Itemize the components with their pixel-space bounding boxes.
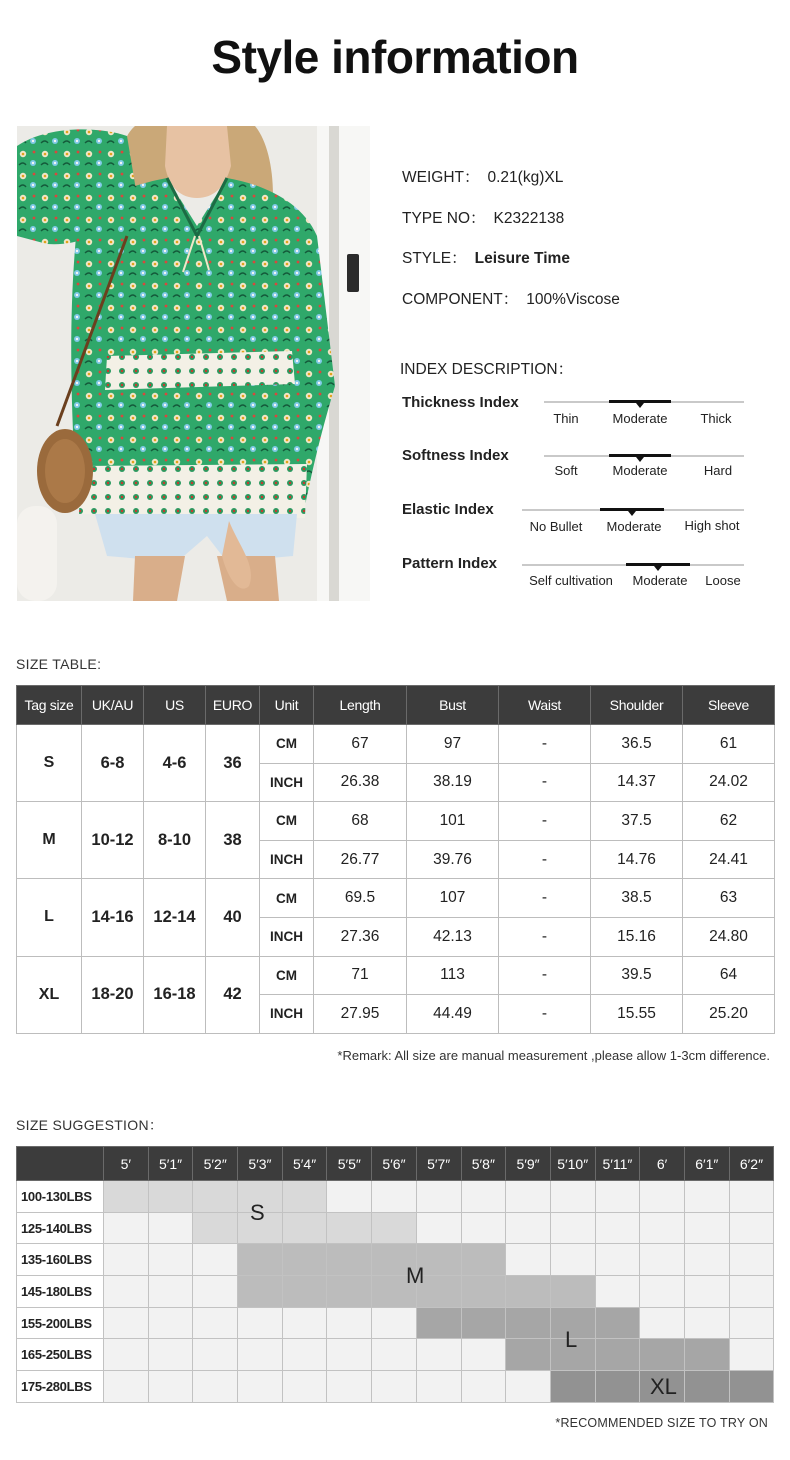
size-zone-l: L: [565, 1327, 578, 1352]
grid-cell: [416, 1212, 461, 1244]
grid-cell: [238, 1339, 283, 1371]
grid-cell: [282, 1371, 327, 1403]
sleeve-cell: 64: [683, 956, 775, 995]
weight-label: 135-160LBS: [17, 1244, 104, 1276]
elastic-option-high-shot: High shot: [684, 518, 740, 533]
grid-cell: [372, 1339, 417, 1371]
grid-cell: [327, 1339, 372, 1371]
grid-cell: [372, 1181, 417, 1213]
height-header: 5′1″: [148, 1147, 193, 1181]
grid-cell: [193, 1307, 238, 1339]
height-header-row: [17, 1147, 774, 1181]
tag-size-cell: M: [17, 802, 82, 879]
grid-cell: [238, 1307, 283, 1339]
height-header: 6′: [640, 1147, 685, 1181]
ukau-cell: 14-16: [82, 879, 144, 956]
grid-cell: [506, 1371, 551, 1403]
height-header: 6′2″: [729, 1147, 774, 1181]
height-header: 5′6″: [372, 1147, 417, 1181]
grid-cell: [595, 1371, 640, 1403]
grid-cell: [550, 1371, 595, 1403]
size-table-label: SIZE TABLE:: [16, 656, 102, 672]
grid-cell: [506, 1181, 551, 1213]
header-unit: Unit: [260, 686, 314, 725]
grid-cell: [506, 1244, 551, 1276]
grid-cell: [416, 1307, 461, 1339]
component-row: [402, 287, 620, 309]
grid-cell: [684, 1307, 729, 1339]
grid-cell: [461, 1212, 506, 1244]
grid-cell: [372, 1371, 417, 1403]
grid-cell: [461, 1339, 506, 1371]
weight-row: [402, 165, 563, 187]
weight-label: WEIGHT：: [402, 169, 480, 186]
grid-cell: [193, 1244, 238, 1276]
grid-cell: [327, 1371, 372, 1403]
grid-cell: [506, 1339, 551, 1371]
grid-cell: [640, 1339, 685, 1371]
weight-row: [17, 1244, 774, 1276]
weight-row: [17, 1307, 774, 1339]
pattern-option-moderate: Moderate: [632, 573, 688, 588]
waist-cell: -: [499, 995, 591, 1034]
ukau-cell: 6-8: [82, 725, 144, 802]
grid-cell: [148, 1244, 193, 1276]
euro-cell: 40: [206, 879, 260, 956]
grid-cell: [640, 1212, 685, 1244]
grid-cell: [282, 1276, 327, 1308]
recommend-note: *RECOMMENDED SIZE TO TRY ON: [555, 1416, 768, 1430]
waist-cell: -: [499, 840, 591, 879]
softness-index-label: Softness Index: [402, 447, 509, 464]
shoulder-cell: 36.5: [591, 725, 683, 764]
grid-cell: [506, 1276, 551, 1308]
grid-cell: [595, 1181, 640, 1213]
unit-cell: CM: [260, 802, 314, 841]
grid-cell: [148, 1339, 193, 1371]
size-table: [16, 685, 775, 1034]
euro-cell: 42: [206, 956, 260, 1033]
euro-cell: 36: [206, 725, 260, 802]
grid-cell: [372, 1307, 417, 1339]
header-tag-size: Tag size: [17, 686, 82, 725]
style-label: STYLE：: [402, 250, 467, 267]
grid-cell: [416, 1181, 461, 1213]
grid-cell: [372, 1212, 417, 1244]
size-zone-s: S: [250, 1200, 265, 1225]
waist-cell: -: [499, 763, 591, 802]
pattern-option-loose: Loose: [705, 573, 741, 588]
grid-cell: [550, 1212, 595, 1244]
grid-cell: [461, 1307, 506, 1339]
height-header: 6′1″: [684, 1147, 729, 1181]
sleeve-cell: 61: [683, 725, 775, 764]
unit-cell: CM: [260, 956, 314, 995]
grid-cell: [104, 1339, 149, 1371]
euro-cell: 38: [206, 802, 260, 879]
grid-cell: [238, 1244, 283, 1276]
thickness-option-thin: Thin: [553, 411, 579, 426]
grid-cell: [104, 1212, 149, 1244]
grid-cell: [729, 1276, 774, 1308]
waist-cell: -: [499, 879, 591, 918]
grid-cell: [148, 1212, 193, 1244]
component-value: 100%Viscose: [526, 291, 620, 308]
length-cell: 67: [314, 725, 407, 764]
type-value: K2322138: [493, 210, 565, 227]
length-cell: 27.95: [314, 995, 407, 1034]
height-header: 5′7″: [416, 1147, 461, 1181]
header-euro: EURO: [206, 686, 260, 725]
type-row: [402, 206, 564, 228]
grid-cell: [461, 1244, 506, 1276]
sleeve-cell: 24.80: [683, 917, 775, 956]
grid-cell: [550, 1244, 595, 1276]
shoulder-cell: 39.5: [591, 956, 683, 995]
height-header: 5′10″: [550, 1147, 595, 1181]
waist-cell: -: [499, 802, 591, 841]
table-row: [17, 956, 775, 995]
shoulder-cell: 38.5: [591, 879, 683, 918]
thickness-index-label: Thickness Index: [402, 394, 519, 411]
sleeve-cell: 24.02: [683, 763, 775, 802]
grid-cell: [193, 1212, 238, 1244]
elastic-option-no-bullet: No Bullet: [529, 519, 583, 534]
grid-cell: [684, 1181, 729, 1213]
tag-size-cell: XL: [17, 956, 82, 1033]
grid-cell: [282, 1339, 327, 1371]
sleeve-cell: 62: [683, 802, 775, 841]
pattern-index-pointer: [654, 566, 662, 571]
shoulder-cell: 14.37: [591, 763, 683, 802]
bust-cell: 39.76: [407, 840, 499, 879]
shoulder-cell: 15.16: [591, 917, 683, 956]
grid-cell: [729, 1339, 774, 1371]
index-description-title: INDEX DESCRIPTION：: [400, 361, 574, 378]
page-title: Style information: [211, 31, 579, 83]
grid-cell: [327, 1276, 372, 1308]
softness-option-soft: Soft: [554, 463, 578, 478]
type-label: TYPE NO：: [402, 210, 486, 227]
grid-cell: [595, 1339, 640, 1371]
grid-cell: [282, 1244, 327, 1276]
grid-cell: [550, 1181, 595, 1213]
table-row: [17, 725, 775, 764]
sleeve-cell: 24.41: [683, 840, 775, 879]
softness-option-moderate: Moderate: [612, 463, 668, 478]
style-row: [402, 246, 570, 268]
table-row: [17, 879, 775, 918]
grid-cell: [640, 1181, 685, 1213]
size-zone-m: M: [406, 1263, 425, 1288]
unit-cell: CM: [260, 879, 314, 918]
grid-cell: [282, 1212, 327, 1244]
bust-cell: 107: [407, 879, 499, 918]
weight-label: 125-140LBS: [17, 1212, 104, 1244]
grid-cell: [282, 1181, 327, 1213]
length-cell: 68: [314, 802, 407, 841]
grid-cell: [506, 1307, 551, 1339]
weight-row: [17, 1181, 774, 1213]
size-suggestion-label: SIZE SUGGESTION：: [16, 1117, 164, 1133]
ukau-cell: 18-20: [82, 956, 144, 1033]
waist-cell: -: [499, 725, 591, 764]
grid-cell: [684, 1276, 729, 1308]
size-table-remark: *Remark: All size are manual measurement ,please allow 1-3cm difference.: [337, 1048, 770, 1063]
header-sleeve: Sleeve: [683, 686, 775, 725]
height-header: 5′8″: [461, 1147, 506, 1181]
style-value: Leisure Time: [474, 250, 570, 267]
us-cell: 8-10: [144, 802, 206, 879]
elastic-index-label: Elastic Index: [402, 501, 494, 518]
height-header: 5′3″: [238, 1147, 283, 1181]
bust-cell: 97: [407, 725, 499, 764]
thickness-index-pointer: [636, 403, 644, 408]
grid-cell: [193, 1339, 238, 1371]
grid-cell: [148, 1371, 193, 1403]
header-us: US: [144, 686, 206, 725]
bust-cell: 42.13: [407, 917, 499, 956]
header-bust: Bust: [407, 686, 499, 725]
grid-cell: [729, 1244, 774, 1276]
bust-cell: 101: [407, 802, 499, 841]
ukau-cell: 10-12: [82, 802, 144, 879]
grid-cell: [238, 1276, 283, 1308]
grid-cell: [148, 1276, 193, 1308]
sleeve-cell: 25.20: [683, 995, 775, 1034]
weight-label: 155-200LBS: [17, 1307, 104, 1339]
weight-row: [17, 1276, 774, 1308]
grid-cell: [595, 1212, 640, 1244]
unit-cell: INCH: [260, 840, 314, 879]
grid-cell: [327, 1244, 372, 1276]
grid-cell: [684, 1244, 729, 1276]
grid-cell: [461, 1371, 506, 1403]
length-cell: 26.77: [314, 840, 407, 879]
length-cell: 26.38: [314, 763, 407, 802]
header-uk-au: UK/AU: [82, 686, 144, 725]
corner-cell: [17, 1147, 104, 1181]
bust-cell: 113: [407, 956, 499, 995]
length-cell: 71: [314, 956, 407, 995]
product-photo: [17, 126, 370, 601]
pattern-index-label: Pattern Index: [402, 555, 498, 572]
height-header: 5′11″: [595, 1147, 640, 1181]
height-header: 5′5″: [327, 1147, 372, 1181]
thickness-option-moderate: Moderate: [612, 411, 668, 426]
grid-cell: [238, 1371, 283, 1403]
grid-cell: [327, 1212, 372, 1244]
thickness-option-thick: Thick: [700, 411, 732, 426]
grid-cell: [595, 1244, 640, 1276]
waist-cell: -: [499, 917, 591, 956]
size-zone-xl: XL: [650, 1374, 677, 1399]
header-shoulder: Shoulder: [591, 686, 683, 725]
grid-cell: [416, 1339, 461, 1371]
grid-cell: [193, 1181, 238, 1213]
size-table-header: [17, 686, 775, 725]
grid-cell: [104, 1276, 149, 1308]
unit-cell: INCH: [260, 917, 314, 956]
grid-cell: [550, 1276, 595, 1308]
elastic-option-moderate: Moderate: [606, 519, 662, 534]
grid-cell: [461, 1276, 506, 1308]
grid-cell: [684, 1339, 729, 1371]
weight-value: 0.21(kg)XL: [487, 169, 564, 186]
grid-cell: [104, 1371, 149, 1403]
weight-row: [17, 1212, 774, 1244]
grid-cell: [193, 1371, 238, 1403]
weight-row: [17, 1339, 774, 1371]
grid-cell: [327, 1181, 372, 1213]
grid-cell: [640, 1307, 685, 1339]
waist-cell: -: [499, 956, 591, 995]
grid-cell: [595, 1276, 640, 1308]
table-row: [17, 802, 775, 841]
grid-cell: [684, 1371, 729, 1403]
shoulder-cell: 37.5: [591, 802, 683, 841]
us-cell: 16-18: [144, 956, 206, 1033]
softness-index-pointer: [636, 457, 644, 462]
grid-cell: [193, 1276, 238, 1308]
unit-cell: CM: [260, 725, 314, 764]
shoulder-cell: 15.55: [591, 995, 683, 1034]
header-length: Length: [314, 686, 407, 725]
height-header: 5′4″: [282, 1147, 327, 1181]
size-suggestion-table: [16, 1146, 774, 1403]
us-cell: 4-6: [144, 725, 206, 802]
height-header: 5′: [104, 1147, 149, 1181]
header-waist: Waist: [499, 686, 591, 725]
unit-cell: INCH: [260, 995, 314, 1034]
weight-label: 100-130LBS: [17, 1181, 104, 1213]
grid-cell: [148, 1181, 193, 1213]
grid-cell: [104, 1307, 149, 1339]
unit-cell: INCH: [260, 763, 314, 802]
tag-size-cell: S: [17, 725, 82, 802]
bust-cell: 38.19: [407, 763, 499, 802]
weight-label: 165-250LBS: [17, 1339, 104, 1371]
elastic-index-pointer: [628, 511, 636, 516]
grid-cell: [506, 1212, 551, 1244]
sleeve-cell: 63: [683, 879, 775, 918]
softness-option-hard: Hard: [703, 463, 733, 478]
grid-cell: [729, 1212, 774, 1244]
grid-cell: [729, 1181, 774, 1213]
grid-cell: [327, 1307, 372, 1339]
pattern-option-self-cultivation: Self cultivation: [529, 573, 613, 588]
us-cell: 12-14: [144, 879, 206, 956]
tag-size-cell: L: [17, 879, 82, 956]
length-cell: 27.36: [314, 917, 407, 956]
grid-cell: [684, 1212, 729, 1244]
grid-cell: [104, 1181, 149, 1213]
grid-cell: [729, 1371, 774, 1403]
bust-cell: 44.49: [407, 995, 499, 1034]
weight-label: 175-280LBS: [17, 1371, 104, 1403]
grid-cell: [640, 1244, 685, 1276]
grid-cell: [729, 1307, 774, 1339]
grid-cell: [461, 1181, 506, 1213]
shoulder-cell: 14.76: [591, 840, 683, 879]
height-header: 5′2″: [193, 1147, 238, 1181]
grid-cell: [148, 1307, 193, 1339]
grid-cell: [282, 1307, 327, 1339]
length-cell: 69.5: [314, 879, 407, 918]
component-label: COMPONENT：: [402, 291, 519, 308]
weight-label: 145-180LBS: [17, 1276, 104, 1308]
height-header: 5′9″: [506, 1147, 551, 1181]
grid-cell: [595, 1307, 640, 1339]
grid-cell: [416, 1371, 461, 1403]
grid-cell: [104, 1244, 149, 1276]
grid-cell: [640, 1276, 685, 1308]
